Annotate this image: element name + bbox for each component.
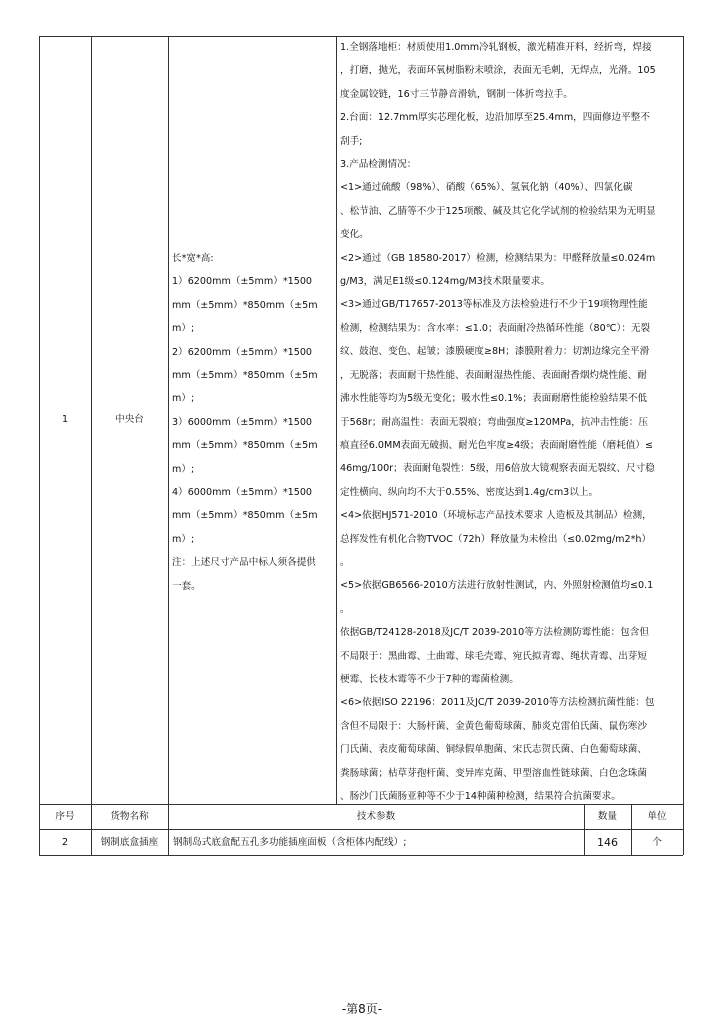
param-line: 。: [340, 603, 350, 615]
size-line: 2）6200mm（±5mm）*1500: [172, 346, 313, 358]
size-line: 4）6000mm（±5mm）*1500: [172, 487, 313, 499]
size-line: mm（±5mm）*850mm（±5m: [172, 370, 318, 382]
header-params: 技术参数: [356, 811, 396, 822]
param-line: 。: [340, 556, 350, 568]
size-line: mm（±5mm）*850mm（±5m: [172, 510, 318, 522]
header-name: 货物名称: [110, 811, 149, 822]
header-unit: 单位: [647, 811, 667, 822]
col-divider-2: [168, 36, 169, 804]
param-line: 46mg/100r；表面耐龟裂性：5级，用6倍放大镜观察表面无裂纹、尺寸稳: [340, 463, 655, 475]
param-line: ，无脱落；表面耐干热性能、表面耐湿热性能、表面耐香烟灼烧性能、耐: [340, 369, 647, 381]
param-line: 总挥发性有机化合物TVOC（72h）释放量为未检出（≤0.02mg/m2*h）: [340, 533, 652, 545]
table-left-border: [39, 36, 40, 855]
param-line: 含但不局限于：大肠杆菌、金黄色葡萄球菌、肺炎克雷伯氏菌、鼠伤寒沙: [340, 720, 647, 732]
item1-size-spec: [172, 247, 334, 598]
page-number: -第8页-: [341, 1002, 383, 1016]
size-line: 3）6000mm（±5mm）*1500: [172, 416, 313, 428]
item2-name: 钢制底盒插座: [100, 837, 159, 848]
header-qty: 数量: [597, 811, 618, 822]
size-line: mm（±5mm）*850mm（±5m: [172, 440, 318, 452]
item1-technical-params: [340, 36, 682, 808]
param-line: 、肠沙门氏菌肠亚种等不少于14种菌种检测，结果符合抗菌要求。: [340, 791, 621, 802]
param-line: <4>依据HJ571-2010（环境标志产品技术要求 人造板及其制品）检测，: [340, 510, 652, 522]
item2-qty: 146: [597, 836, 618, 849]
param-line: <1>通过硫酸（98%）、硝酸（65%）、氢氧化钠（40%）、四氯化碳: [340, 182, 633, 194]
param-line: <6>依据ISO 22196：2011及JC/T 2039-2010等方法检测抗菌性能：包: [340, 697, 655, 709]
param-line: 、松节油、乙腈等不少于125项酸、碱及其它化学试剂的检验结果为无明显: [340, 205, 656, 217]
param-line: 于568r；耐高温性：表面无裂痕；弯曲强度≥120MPa，抗冲击性能：压: [340, 416, 648, 428]
item2-unit: 个: [652, 837, 662, 848]
table-bottom-border: [39, 855, 683, 856]
param-line: <3>通过GB/T17657-2013等标准及方法检验进行不少于19项物理性能: [340, 299, 648, 311]
param-line: <2>通过（GB 18580-2017）检测，检测结果为：甲醛释放量≤0.024m: [340, 252, 656, 264]
item2-params: 钢制岛式底盒配五孔多功能插座面板（含柜体内配线）;: [173, 837, 407, 848]
col-divider-1: [91, 36, 92, 855]
param-line: <5>依据GB6566-2010方法进行放射性测试，内、外照射检测值均≤0.1: [340, 580, 654, 592]
param-line: 定性横向、纵向均不大于0.55%、密度达到1.4g/cm3以上。: [340, 486, 599, 498]
item2-seq: 2: [61, 837, 69, 848]
param-line: 沸水性能等均为5级无变化；吸水性≤0.1%；表面耐磨性能检验结果不低: [340, 393, 648, 405]
param-line: 3.产品检测情况：: [340, 159, 417, 171]
param-line: ，打磨，抛光，表面环氧树脂粉末喷涂，表面无毛刺，无焊点，光滑。105: [340, 65, 656, 77]
param-line: 变化。: [340, 229, 369, 241]
param-line: 检测，检测结果为：含水率：≤1.0；表面耐冷热循环性能（80℃）：无裂: [340, 322, 651, 334]
size-line: 1）6200mm（±5mm）*1500: [172, 276, 313, 288]
col-divider-3: [336, 36, 337, 804]
param-line: 不局限于：黑曲霉、土曲霉、球毛壳霉、宛氏拟青霉、绳状青霉、出芽短: [340, 650, 647, 662]
size-line: mm（±5mm）*850mm（±5m: [172, 299, 318, 311]
param-line: 依据GB/T24128-2018及JC/T 2039-2010等方法检测防霉性能：包含但: [340, 627, 649, 639]
param-line: 2.台面：12.7mm厚实芯理化板，边沿加厚至25.4mm，四面修边平整不: [340, 112, 650, 124]
size-line: m）;: [172, 533, 195, 545]
param-line: 粪肠球菌；枯草芽孢杆菌、变异库克菌、甲型溶血性链球菌、白色念珠菌: [340, 767, 647, 779]
table-right-border: [683, 36, 684, 855]
size-line: 注：上述尺寸产品中标人须各提供: [172, 557, 316, 569]
param-line: 1.全钢落地柜：材质使用1.0mm冷轧钢板，激光精准开料，经折弯，焊接: [340, 42, 652, 53]
size-line: m）;: [172, 393, 195, 405]
param-line: 梗霉、长枝木霉等不少于7种的霉菌检测。: [340, 673, 519, 685]
item1-seq: 1: [61, 414, 69, 425]
param-line: 度金属铰链，16寸三节静音滑轨，钢制一体折弯拉手。: [340, 88, 573, 100]
param-line: 刮手;: [340, 135, 363, 147]
item1-name: 中央台: [115, 414, 144, 425]
header-seq: 序号: [55, 811, 75, 822]
param-line: 痕直径6.0MM表面无破损、耐光色牢度≥4级；表面耐磨性能（磨耗值）≤: [340, 439, 654, 451]
size-line: m）;: [172, 463, 195, 475]
param-line: 纹、鼓泡、变色、起皱；漆膜硬度≥8H；漆膜附着力：切割边缘完全平滑: [340, 346, 650, 358]
size-line: 长*宽*高:: [172, 253, 214, 264]
param-line: g/M3，满足E1级≤0.124mg/M3技术限量要求。: [340, 276, 550, 288]
size-line: 一套。: [172, 580, 201, 592]
param-line: 门氏菌、表皮葡萄球菌、铜绿假单胞菌、宋氏志贺氏菌、白色葡萄球菌、: [340, 744, 647, 756]
size-line: m）;: [172, 323, 195, 335]
